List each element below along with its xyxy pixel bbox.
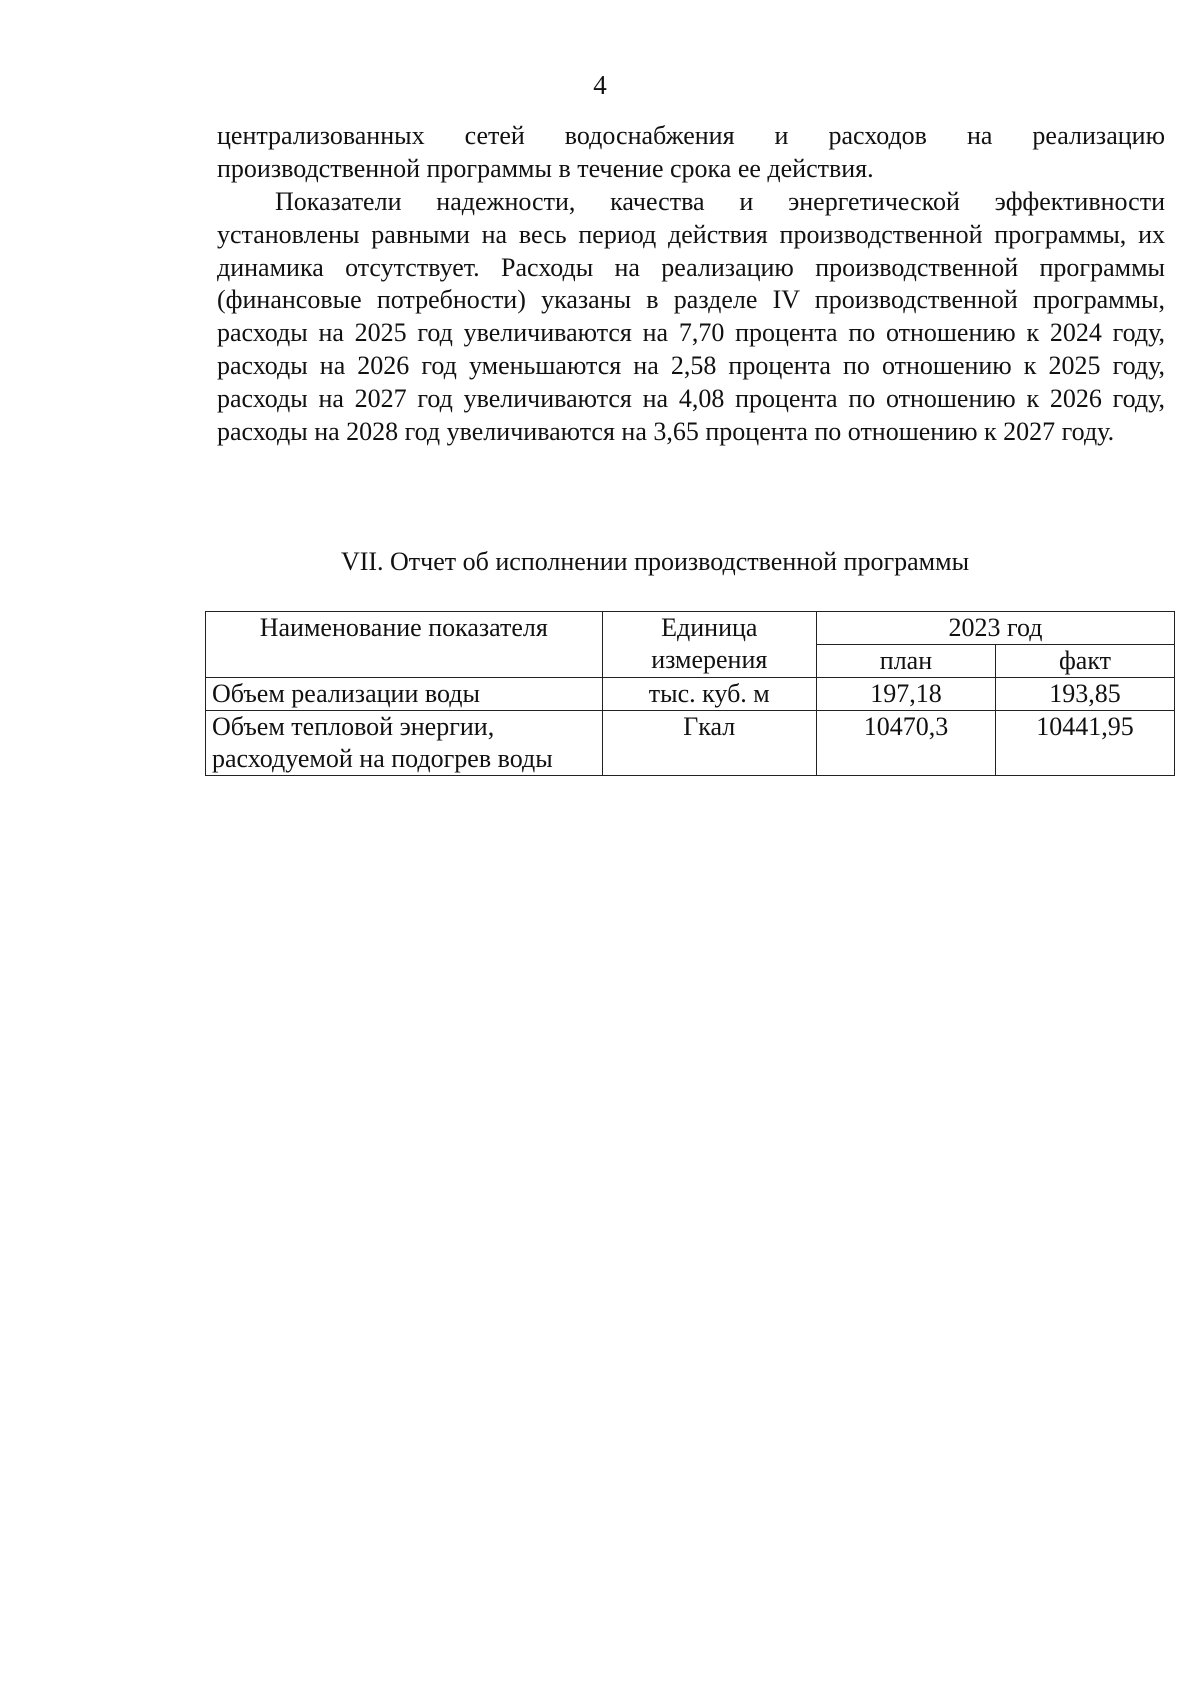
- row-unit: Гкал: [602, 711, 816, 776]
- table-row: [206, 678, 1175, 711]
- header-year: 2023 год: [816, 612, 1174, 645]
- paragraph-indicators: Показатели надежности, качества и энергетической эффективности установлены равными на весь период действия производственной программы, их динамика отсутствует. Расходы на реализацию производственной программы (финансовые потребности) указаны в разделе IV производственной программы, расходы на 2025 год увеличиваются на 7,70 процента по отношению к 2024 году, расходы на 2026 год уменьшаются на 2,58 процента по отношению к 2025 году, расходы на 2027 год увеличиваются на 4,08 процента по отношению к 2026 году, расходы на 2028 год увеличиваются на 3,65 процента по отношению к 2027 году.: [217, 187, 1165, 446]
- row-fact: 10441,95: [995, 711, 1174, 776]
- row-indicator: Объем реализации воды: [206, 678, 603, 711]
- table-header-row: [206, 612, 1175, 645]
- header-indicator: Наименование показателя: [206, 612, 603, 678]
- table-row: [206, 711, 1175, 776]
- paragraph-continuation: централизованных сетей водоснабжения и расходов на реализацию производственной программы в течение срока ее действия.: [217, 121, 1165, 183]
- header-plan: план: [816, 645, 995, 678]
- row-fact: 193,85: [995, 678, 1174, 711]
- header-fact: факт: [995, 645, 1174, 678]
- row-indicator: Объем тепловой энергии, расходуемой на подогрев воды: [206, 711, 603, 776]
- section-heading: VII. Отчет об исполнении производственной программы: [340, 547, 970, 576]
- row-plan: 197,18: [816, 678, 995, 711]
- row-unit: тыс. куб. м: [602, 678, 816, 711]
- page-number: 4: [593, 70, 607, 100]
- row-plan: 10470,3: [816, 711, 995, 776]
- report-table: [205, 611, 1175, 776]
- header-unit: Единица измерения: [602, 612, 816, 678]
